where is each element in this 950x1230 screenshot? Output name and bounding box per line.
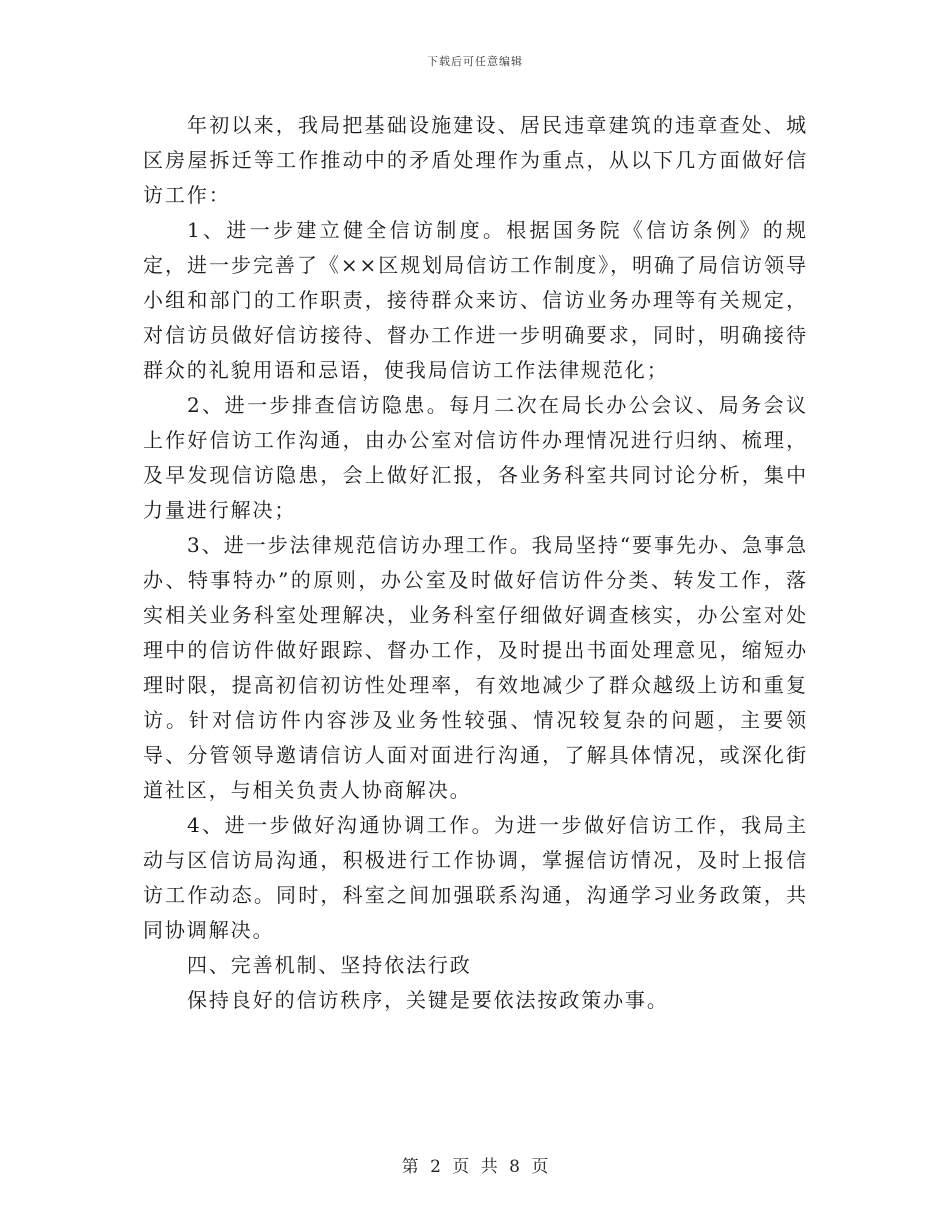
paragraph-item-4: 4、进一步做好沟通协调工作。为进一步做好信访工作，我局主动与区信访局沟通，积极进行工作协调，掌握信访情况，及时上报信访工作动态。同时，科室之间加强联系沟通，沟通学习业务政策，共同协调解决。 bbox=[143, 813, 808, 942]
paragraph-item-3: 3、进一步法律规范信访办理工作。我局坚持“要事先办、急事急办、特事特办”的原则，办公室及时做好信访件分类、转发工作，落实相关业务科室处理解决，业务科室仔细做好调查核实，办公室对处理中的信访件做好跟踪、督办工作，及时提出书面处理意见，缩短办理时限，提高初信初访性处理率，有效地减少了群众越级上访和重复访。针对信访件内容涉及业务性较强、情况较复杂的问题，主要领导、分管领导邀请信访人面对面进行沟通，了解具体情况，或深化街道社区，与相关负责人协商解决。 bbox=[143, 533, 808, 802]
paragraph-intro: 年初以来，我局把基础设施建设、居民违章建筑的违章查处、城区房屋拆迁等工作推动中的矛盾处理作为重点，从以下几方面做好信访工作： bbox=[143, 113, 808, 207]
paragraph-section-4-intro: 保持良好的信访秩序，关键是要依法按政策办事。 bbox=[187, 988, 669, 1012]
page-footer-number: 第 2 页 共 8 页 bbox=[401, 1157, 549, 1177]
document-body bbox=[143, 108, 808, 1018]
paragraph-item-2: 2、进一步排查信访隐患。每月二次在局长办公会议、局务会议上作好信访工作沟通，由办公室对信访件办理情况进行归纳、梳理，及早发现信访隐患，会上做好汇报，各业务科室共同讨论分析，集中力量进行解决； bbox=[143, 393, 808, 522]
section-heading-4: 四、完善机制、坚持依法行政 bbox=[187, 953, 472, 977]
page-header-note: 下载后可任意编辑 bbox=[427, 55, 523, 68]
paragraph-item-1: 1、进一步建立健全信访制度。根据国务院《信访条例》的规定，进一步完善了《××区规划局信访工作制度》，明确了局信访领导小组和部门的工作职责，接待群众来访、信访业务办理等有关规定，对信访员做好信访接待、督办工作进一步明确要求，同时，明确接待群众的礼貌用语和忌语，使我局信访工作法律规范化； bbox=[143, 218, 808, 382]
